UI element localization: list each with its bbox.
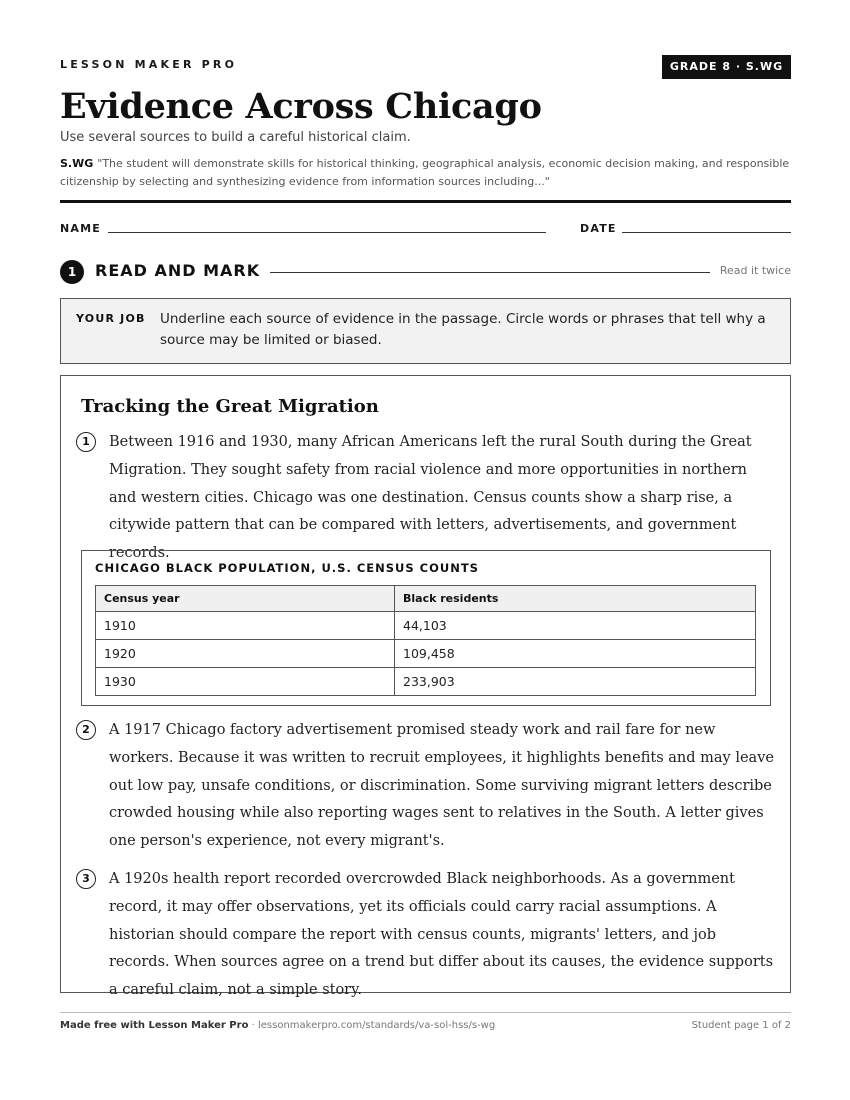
paragraph-text: A 1920s health report recorded overcrowded Black neighborhoods. As a government record, it may offer observations, yet its officials could carry racial assumptions. A historian should compare the report with census counts, migrants' letters, and job records. When sources agree on a trend but differ about its causes, the evidence supports a careful claim, not a simple story. (109, 871, 774, 999)
your-job-label: YOUR JOB (76, 312, 146, 325)
section-divider (270, 272, 710, 273)
standard-description (60, 155, 791, 191)
passage-box (60, 375, 791, 999)
name-label: NAME (60, 222, 101, 235)
standard-text: "The student will demonstrate skills for historical thinking, geographical analysis, economic decision making, and responsible citizenship by selecting and synthesizing evidence from information sources including..." (60, 157, 790, 188)
column-header: Census year (96, 586, 395, 612)
table-header-row (96, 586, 756, 612)
table-row (96, 640, 756, 668)
footer-credit (60, 1020, 495, 1031)
paragraph-text: Between 1916 and 1930, many African Americans left the rural South during the Great Migration. They sought safety from racial violence and more opportunities in northern and western cities. Chicago was one destination. Census counts show a sharp rise, a citywide pattern that can be compared with letters, advertisements, and government records. (109, 434, 752, 562)
footer-url[interactable]: · lessonmakerpro.com/standards/va-sol-hss/s-wg (248, 1020, 496, 1031)
table-cell: 233,903 (395, 668, 756, 696)
paragraph-text: A 1917 Chicago factory advertisement promised steady work and rail fare for new workers. Because it was written to recruit employees, it highlights benefits and may leave out low pay, unsafe conditions, or discrimination. Some surviving migrant letters describe crowded housing while also reporting wages sent to relatives in the South. A letter gives one person's experience, not every migrant's. (109, 722, 774, 850)
census-table-title: CHICAGO BLACK POPULATION, U.S. CENSUS COUNTS (95, 561, 479, 575)
date-label: DATE (580, 222, 617, 235)
census-table-box (81, 550, 771, 706)
passage-paragraph (76, 866, 776, 999)
footer-divider (60, 1012, 791, 1013)
table-cell: 109,458 (395, 640, 756, 668)
table-cell: 1930 (96, 668, 395, 696)
paragraph-number: 2 (76, 720, 96, 740)
section-header (60, 259, 791, 285)
your-job-text: Underline each source of evidence in the passage. Circle words or phrases that tell why a source may be limited or biased. (160, 311, 766, 348)
census-table (95, 585, 756, 696)
student-fields-row (60, 220, 791, 240)
standard-code: S.WG (60, 157, 94, 170)
grade-badge: GRADE 8 · S.WG (662, 55, 791, 79)
footer-page-info: Student page 1 of 2 (691, 1020, 791, 1031)
section-number-badge: 1 (60, 260, 84, 284)
page-subtitle: Use several sources to build a careful historical claim. (60, 130, 411, 145)
paragraph-number: 1 (76, 432, 96, 452)
table-row (96, 612, 756, 640)
your-job-box (60, 298, 791, 364)
table-cell: 1920 (96, 640, 395, 668)
table-cell: 44,103 (395, 612, 756, 640)
passage-paragraph (76, 429, 776, 562)
brand-name: LESSON MAKER PRO (60, 58, 238, 71)
column-header: Black residents (395, 586, 756, 612)
page-title: Evidence Across Chicago (60, 86, 542, 127)
table-cell: 1910 (96, 612, 395, 640)
table-row (96, 668, 756, 696)
header-divider (60, 200, 791, 203)
date-field[interactable] (622, 232, 791, 233)
paragraph-number: 3 (76, 869, 96, 889)
section-title: READ AND MARK (95, 261, 261, 280)
passage-title: Tracking the Great Migration (81, 396, 379, 417)
name-field[interactable] (108, 232, 546, 233)
passage-paragraph (76, 717, 776, 857)
brand-row (60, 55, 791, 79)
footer-made-with: Made free with Lesson Maker Pro (60, 1020, 249, 1031)
section-note: Read it twice (719, 264, 791, 277)
